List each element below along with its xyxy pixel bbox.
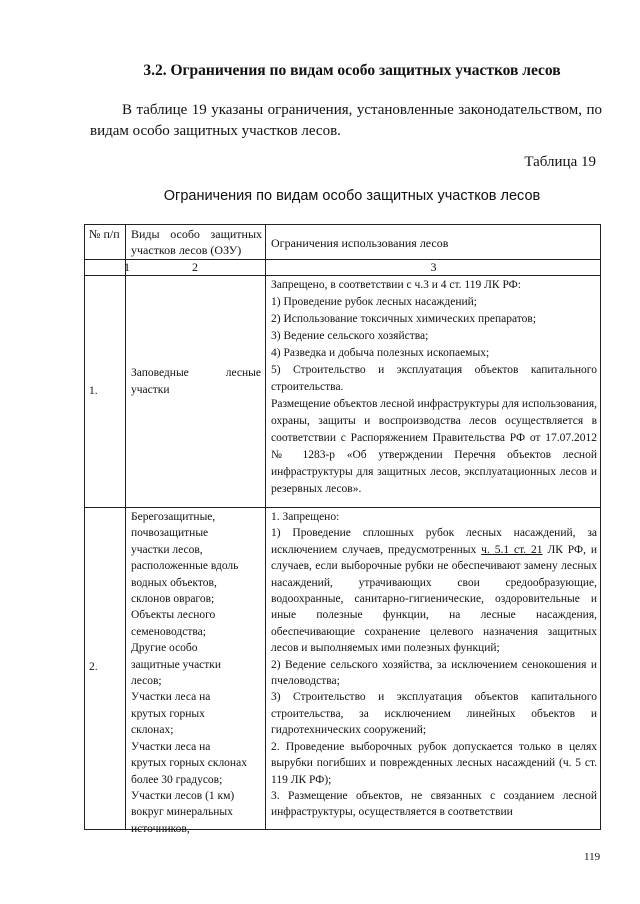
type-line: источников, (131, 822, 190, 835)
type-line: почвозащитные (131, 527, 209, 540)
restriction-text: 1) Проведение сплошных рубок лесных насаждений, за исключением случаев, предусмотренных (271, 527, 597, 556)
table-caption: Ограничения по видам особо защитных участков лесов (163, 188, 541, 204)
header-forest-types: Виды особо защитных участков лесов (ОЗУ) (131, 227, 262, 257)
restriction-line: 3. Размещение объектов, не связанных с созданием лесной инфраструктуры, осуществляется в соответствии (271, 789, 597, 819)
type-line: Участки леса на (131, 691, 211, 704)
column-number-3: 3 (430, 260, 437, 274)
type-line: более 30 градусов; (131, 773, 223, 786)
law-reference-link[interactable]: ч. 5.1 ст. 21 (481, 543, 543, 556)
restriction-text: ЛК РФ, и случаев, если выборочные рубки не обеспечивают замену лесных насаждений, утрачивающих свои средообразующие, водоохранные, санитарно-гигиенические, оздоровительные и иные полезные функции, на лесные насаждения, обеспечивающие сохранение целевого назначения защитных лесов и выполняемых ими полезных функций; (271, 543, 598, 655)
restriction-line: 1) Проведение рубок лесных насаждений; (271, 296, 477, 308)
row-2-number: 2. (89, 661, 98, 673)
column-number-2: 2 (192, 260, 198, 274)
section-heading: 3.2. Ограничения по видам особо защитных участков лесов (143, 62, 561, 79)
restriction-line: 3) Ведение сельского хозяйства; (271, 330, 429, 342)
type-line: участки (131, 384, 170, 396)
row-1-number: 1. (89, 385, 98, 397)
column-number-1: 1 (124, 260, 130, 274)
row-1-restrictions (271, 277, 597, 498)
page-number: 119 (584, 851, 601, 863)
row-divider (85, 507, 600, 508)
type-line: Берегозащитные, (131, 511, 216, 523)
header-number: № п/п (89, 227, 120, 241)
type-line: Другие особо (131, 642, 198, 655)
intro-paragraph: В таблице 19 указаны ограничения, установленные законодательством, по видам особо защитных участков лесов. (90, 102, 602, 139)
type-line: крутых горных склонах (131, 757, 247, 770)
type-line: склонов оврагов; (131, 593, 215, 606)
restriction-line: 2. Проведение выборочных рубок допускается только в целях вырубки погибших и поврежденных лесных насаждений (ч. 5 ст. 119 ЛК РФ); (271, 740, 597, 786)
restriction-line: Запрещено, в соответствии с ч.3 и 4 ст. 119 ЛК РФ: (271, 279, 521, 291)
type-line: Участки леса на (131, 740, 211, 753)
type-line: семеноводства; (131, 625, 206, 638)
type-line: вокруг минеральных (131, 806, 233, 819)
type-line: Участки лесов (1 км) (131, 789, 235, 802)
type-line: водных объектов, (131, 576, 217, 589)
table-number: Таблица 19 (524, 154, 596, 170)
restrictions-table (84, 224, 601, 835)
row-2-restrictions (271, 509, 597, 821)
type-line: склонах; (131, 724, 174, 737)
type-line: участки лесов, (131, 543, 203, 556)
restriction-line: Размещение объектов лесной инфраструктуры для использования, охраны, защиты и воспроизводства лесов осуществляется в соответствии с Распоряжением Правительства РФ от 17.07.2012 № 1283-р «Об утверждении Перечня объектов лесной инфраструктуры для защитных лесов, эксплуатационных лесов и резервных лесов». (271, 398, 597, 495)
row-2-forest-types (131, 509, 263, 837)
header-restrictions: Ограничения использования лесов (271, 236, 449, 250)
column-divider (265, 225, 266, 829)
column-divider (125, 225, 126, 829)
type-line: лесов; (131, 675, 162, 688)
restriction-line: 2) Использование токсичных химических препаратов; (271, 313, 537, 325)
type-line: расположенные вдоль (131, 560, 239, 573)
type-line: Заповедные лесные (131, 367, 261, 379)
restriction-line: 5) Строительство и эксплуатация объектов капитального строительства. (271, 364, 597, 393)
restriction-line (271, 525, 597, 656)
restriction-line: 2) Ведение сельского хозяйства, за исключением сенокошения и пчеловодства; (271, 658, 597, 688)
restriction-line: 4) Разведка и добыча полезных ископаемых; (271, 347, 490, 359)
type-line: защитные участки (131, 658, 222, 671)
type-line: крутых горных (131, 707, 205, 720)
type-line: Объекты лесного (131, 609, 216, 622)
row-1-forest-type (131, 365, 261, 399)
restriction-line: 1. Запрещено: (271, 511, 340, 523)
restriction-line: 3) Строительство и эксплуатация объектов капитального строительства, за исключением линейных объектов и гидротехнических сооружений; (271, 691, 597, 737)
